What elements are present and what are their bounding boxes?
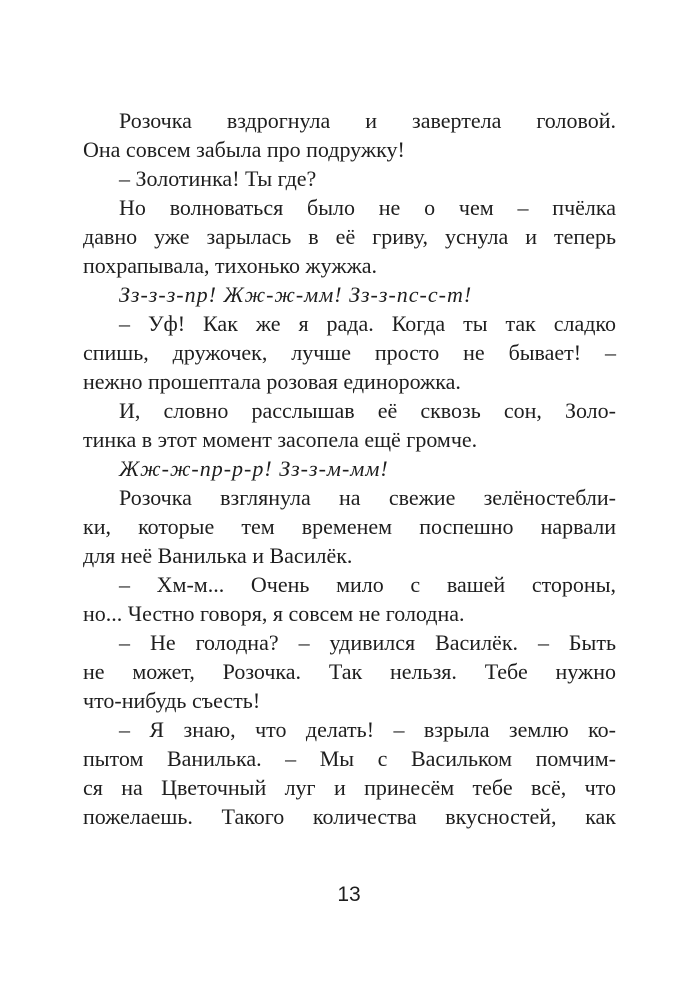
text-line: но... Честно говоря, я совсем не голодна. — [83, 601, 465, 626]
text-line: Она совсем забыла про подружку! — [83, 137, 405, 162]
text-line: – Золотинка! Ты где? — [119, 166, 317, 191]
text-line: пожелаешь. Такого количества вкусностей, как — [83, 804, 616, 829]
text-line: – Хм-м... Очень мило с вашей стороны, — [119, 572, 616, 597]
text-line: спишь, дружочек, лучше просто не бывает! – — [83, 340, 616, 365]
text-line: тинка в этот момент засопела ещё громче. — [83, 427, 478, 452]
text-line: – Я знаю, что делать! – взрыла землю ко- — [119, 717, 616, 742]
text-line: пытом Ванилька. – Мы с Васильком помчим- — [83, 746, 616, 771]
text-line: Жж-ж-пр-р-р! Зз-з-м-мм! — [119, 456, 389, 481]
text-line: похрапывала, тихонько жужжа. — [83, 253, 378, 278]
page-number: 13 — [337, 883, 361, 906]
text-line: давно уже зарылась в её гриву, уснула и теперь — [83, 224, 616, 249]
text-line: Розочка взглянула на свежие зелёностебли- — [119, 485, 616, 510]
text-line: – Уф! Как же я рада. Когда ты так сладко — [119, 311, 616, 336]
text-line: для неё Ванилька и Василёк. — [83, 543, 353, 568]
text-line: ки, которые тем временем поспешно нарвали — [83, 514, 616, 539]
body-text — [83, 106, 616, 831]
text-line: что-нибудь съесть! — [83, 688, 261, 713]
text-line: – Не голодна? – удивился Василёк. – Быть — [119, 630, 616, 655]
text-line: нежно прошептала розовая единорожка. — [83, 369, 461, 394]
text-line: Розочка вздрогнула и завертела головой. — [119, 108, 616, 133]
text-line: ся на Цветочный луг и принесём тебе всё, что — [83, 775, 616, 800]
text-line: Зз-з-з-пр! Жж-ж-мм! Зз-з-пс-с-т! — [119, 282, 473, 307]
text-line: Но волноваться было не о чем – пчёлка — [119, 195, 616, 220]
text-line: И, словно расслышав её сквозь сон, Золо- — [119, 398, 616, 423]
text-line: не может, Розочка. Так нельзя. Тебе нужно — [83, 659, 616, 684]
